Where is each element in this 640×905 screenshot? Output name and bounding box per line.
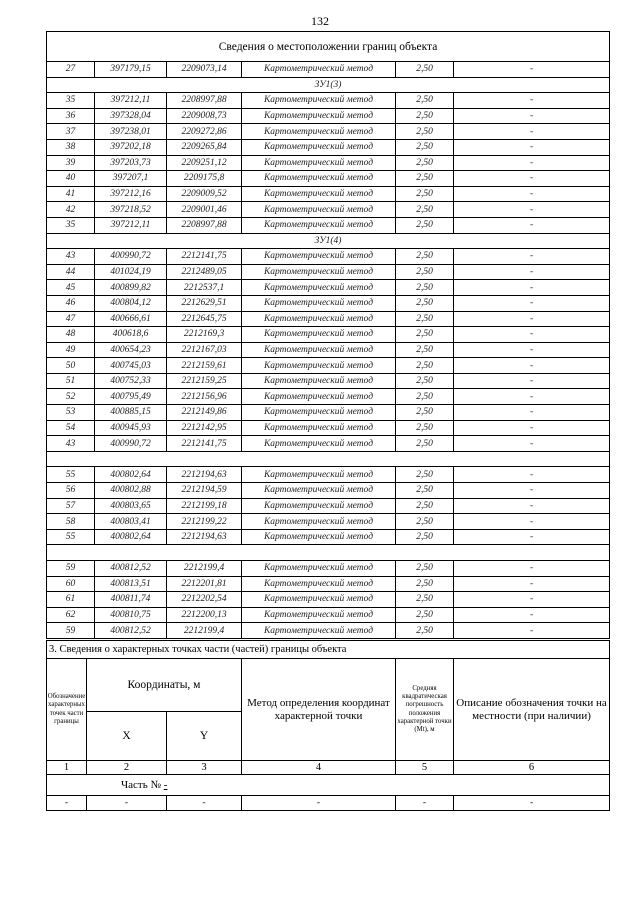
accuracy-cell: 2,50 [396,108,454,124]
method-cell: Картометрический метод [242,311,396,327]
method-cell: Картометрический метод [242,607,396,623]
method-cell: Картометрический метод [242,498,396,514]
empty-cell-3: - [167,796,242,811]
description-cell: - [454,342,610,358]
method-cell: Картометрический метод [242,93,396,109]
y-coord-cell: 2208997,88 [167,93,242,109]
table-row [47,186,610,202]
x-coord-cell: 397218,52 [95,202,167,218]
point-number-cell: 40 [47,171,95,187]
table-row [47,171,610,187]
point-number-cell: 51 [47,373,95,389]
table-row [47,264,610,280]
y-coord-cell: 2212159,61 [167,358,242,374]
x-coord-cell: 400990,72 [95,249,167,265]
table-row [47,467,610,483]
y-coord-cell: 2212645,75 [167,311,242,327]
method-cell: Картометрический метод [242,327,396,343]
col-desc-header [454,659,610,761]
accuracy-cell: 2,50 [396,217,454,233]
accuracy-cell: 2,50 [396,186,454,202]
description-cell: - [454,124,610,140]
table-row [47,561,610,577]
blank-cell [47,451,610,467]
description-cell: - [454,467,610,483]
group-label: ЗУ1(4) [47,233,610,249]
col-accuracy-header [396,659,454,761]
accuracy-cell: 2,50 [396,358,454,374]
point-number-cell: 43 [47,436,95,452]
y-coord-cell: 2209272,86 [167,124,242,140]
x-coord-cell: 397212,11 [95,217,167,233]
method-cell: Картометрический метод [242,108,396,124]
table-row [47,498,610,514]
point-number-cell: 35 [47,93,95,109]
blank-cell [47,545,610,561]
table-row [47,62,610,78]
method-cell: Картометрический метод [242,249,396,265]
description-cell: - [454,280,610,296]
y-coord-cell: 2212149,86 [167,405,242,421]
empty-cell-4: - [242,796,396,811]
accuracy-cell: 2,50 [396,311,454,327]
description-cell: - [454,529,610,545]
description-cell: - [454,249,610,265]
point-number-cell: 46 [47,295,95,311]
table-row [47,202,610,218]
col-desc-label: Описание обозначения точки на местности (при наличии) [456,696,607,722]
method-cell: Картометрический метод [242,202,396,218]
accuracy-cell: 2,50 [396,139,454,155]
method-cell: Картометрический метод [242,295,396,311]
description-cell: - [454,139,610,155]
table-row [47,217,610,233]
point-number-cell: 50 [47,358,95,374]
point-number-cell: 61 [47,592,95,608]
accuracy-cell: 2,50 [396,405,454,421]
method-cell: Картометрический метод [242,576,396,592]
col-num-2: 2 [87,761,167,775]
point-number-cell: 54 [47,420,95,436]
x-coord-cell: 397212,16 [95,186,167,202]
method-cell: Картометрический метод [242,217,396,233]
description-cell: - [454,62,610,78]
section-title: Сведения о местоположении границ объекта [47,32,610,62]
table-row [47,124,610,140]
point-number-cell: 60 [47,576,95,592]
description-cell: - [454,373,610,389]
x-coord-cell: 400654,23 [95,342,167,358]
y-coord-cell: 2212169,3 [167,327,242,343]
description-cell: - [454,420,610,436]
accuracy-cell: 2,50 [396,249,454,265]
point-number-cell: 62 [47,607,95,623]
accuracy-cell: 2,50 [396,373,454,389]
y-coord-cell: 2208997,88 [167,217,242,233]
table-row [47,514,610,530]
y-coord-cell: 2212629,51 [167,295,242,311]
description-cell: - [454,264,610,280]
description-cell: - [454,498,610,514]
table-row [47,342,610,358]
y-coord-cell: 2212200,13 [167,607,242,623]
x-coord-cell: 400813,51 [95,576,167,592]
table-row [47,436,610,452]
table-row [47,373,610,389]
description-cell: - [454,295,610,311]
x-coord-cell: 400803,41 [95,514,167,530]
description-cell: - [454,623,610,639]
description-cell: - [454,607,610,623]
x-coord-cell: 400899,82 [95,280,167,296]
parts-table [46,640,610,811]
point-number-cell: 43 [47,249,95,265]
accuracy-cell: 2,50 [396,436,454,452]
y-coord-cell: 2212194,63 [167,529,242,545]
blank-row [47,451,610,467]
point-number-cell: 49 [47,342,95,358]
group-label: ЗУ1(3) [47,77,610,93]
y-coord-cell: 2212167,03 [167,342,242,358]
accuracy-cell: 2,50 [396,592,454,608]
accuracy-cell: 2,50 [396,420,454,436]
x-coord-cell: 400745,03 [95,358,167,374]
y-coord-cell: 2212199,22 [167,514,242,530]
description-cell: - [454,93,610,109]
point-number-cell: 27 [47,62,95,78]
table-row [47,327,610,343]
accuracy-cell: 2,50 [396,342,454,358]
y-coord-cell: 2212156,96 [167,389,242,405]
table-row [47,249,610,265]
y-coord-cell: 2212194,63 [167,467,242,483]
accuracy-cell: 2,50 [396,155,454,171]
x-coord-cell: 397212,11 [95,93,167,109]
accuracy-cell: 2,50 [396,498,454,514]
accuracy-cell: 2,50 [396,623,454,639]
col-method-header [242,659,396,761]
col-method-label: Метод определения координат характерной точки [247,696,390,722]
empty-cell-5: - [396,796,454,811]
x-coord-cell: 400945,93 [95,420,167,436]
accuracy-cell: 2,50 [396,327,454,343]
table-row [47,389,610,405]
method-cell: Картометрический метод [242,124,396,140]
x-coord-cell: 400811,74 [95,592,167,608]
table-row [47,592,610,608]
point-number-cell: 59 [47,623,95,639]
description-cell: - [454,327,610,343]
y-coord-cell: 2209009,52 [167,186,242,202]
section3-title: 3. Сведения о характерных точках части (частей) границы объекта [47,641,610,659]
point-number-cell: 58 [47,514,95,530]
point-number-cell: 53 [47,405,95,421]
description-cell: - [454,186,610,202]
method-cell: Картометрический метод [242,280,396,296]
x-coord-cell: 397207,1 [95,171,167,187]
method-cell: Картометрический метод [242,171,396,187]
y-coord-cell: 2212201,81 [167,576,242,592]
part-row [47,775,610,796]
accuracy-cell: 2,50 [396,483,454,499]
x-coord-cell: 400802,64 [95,529,167,545]
blank-row [47,545,610,561]
x-coord-cell: 400802,64 [95,467,167,483]
method-cell: Картометрический метод [242,514,396,530]
y-coord-cell: 2212489,05 [167,264,242,280]
method-cell: Картометрический метод [242,592,396,608]
accuracy-cell: 2,50 [396,389,454,405]
x-coord-cell: 400804,12 [95,295,167,311]
y-coord-cell: 2212194,59 [167,483,242,499]
table-row [47,93,610,109]
x-coord-cell: 400803,65 [95,498,167,514]
x-coord-cell: 400802,88 [95,483,167,499]
col-coords-header: Координаты, м [87,659,242,712]
accuracy-cell: 2,50 [396,607,454,623]
description-cell: - [454,311,610,327]
accuracy-cell: 2,50 [396,295,454,311]
method-cell: Картометрический метод [242,436,396,452]
description-cell: - [454,389,610,405]
description-cell: - [454,202,610,218]
accuracy-cell: 2,50 [396,561,454,577]
x-coord-cell: 400752,33 [95,373,167,389]
x-coord-cell: 400990,72 [95,436,167,452]
accuracy-cell: 2,50 [396,467,454,483]
y-coord-cell: 2212142,95 [167,420,242,436]
y-coord-cell: 2209073,14 [167,62,242,78]
y-coord-cell: 2209265,84 [167,139,242,155]
description-cell: - [454,217,610,233]
point-number-cell: 47 [47,311,95,327]
accuracy-cell: 2,50 [396,264,454,280]
col-num-6: 6 [454,761,610,775]
method-cell: Картометрический метод [242,561,396,577]
y-coord-cell: 2212159,25 [167,373,242,389]
point-number-cell: 38 [47,139,95,155]
description-cell: - [454,108,610,124]
table-row [47,420,610,436]
y-coord-cell: 2212141,75 [167,436,242,452]
method-cell: Картометрический метод [242,373,396,389]
y-coord-cell: 2212199,18 [167,498,242,514]
point-number-cell: 45 [47,280,95,296]
description-cell: - [454,155,610,171]
y-coord-cell: 2209175,8 [167,171,242,187]
accuracy-cell: 2,50 [396,280,454,296]
point-number-cell: 35 [47,217,95,233]
point-number-cell: 39 [47,155,95,171]
point-number-cell: 48 [47,327,95,343]
col-x-header: X [87,712,167,761]
page-number: 132 [311,14,329,28]
y-coord-cell: 2209251,12 [167,155,242,171]
group-row [47,233,610,249]
accuracy-cell: 2,50 [396,576,454,592]
table-row [47,607,610,623]
x-coord-cell: 400795,49 [95,389,167,405]
col-point-header [47,659,87,761]
point-number-cell: 36 [47,108,95,124]
accuracy-cell: 2,50 [396,124,454,140]
boundary-table [46,31,610,639]
method-cell: Картометрический метод [242,358,396,374]
table-row [47,358,610,374]
y-coord-cell: 2212537,1 [167,280,242,296]
table-row [47,405,610,421]
table-row [47,108,610,124]
x-coord-cell: 397202,18 [95,139,167,155]
method-cell: Картометрический метод [242,623,396,639]
part-label: Часть № [121,779,161,791]
description-cell: - [454,358,610,374]
x-coord-cell: 397203,73 [95,155,167,171]
col-num-3: 3 [167,761,242,775]
point-number-cell: 57 [47,498,95,514]
x-coord-cell: 401024,19 [95,264,167,280]
table-row [47,155,610,171]
description-cell: - [454,483,610,499]
empty-cell-2: - [87,796,167,811]
point-number-cell: 41 [47,186,95,202]
point-number-cell: 52 [47,389,95,405]
table-row [47,483,610,499]
accuracy-cell: 2,50 [396,514,454,530]
method-cell: Картометрический метод [242,467,396,483]
col-num-1: 1 [47,761,87,775]
x-coord-cell: 400812,52 [95,623,167,639]
method-cell: Картометрический метод [242,342,396,358]
table-row [47,623,610,639]
y-coord-cell: 2212199,4 [167,623,242,639]
y-coord-cell: 2212202,54 [167,592,242,608]
x-coord-cell: 400812,52 [95,561,167,577]
x-coord-cell: 397179,15 [95,62,167,78]
point-number-cell: 37 [47,124,95,140]
x-coord-cell: 400666,61 [95,311,167,327]
empty-cell-1: - [47,796,87,811]
y-coord-cell: 2212141,75 [167,249,242,265]
description-cell: - [454,576,610,592]
method-cell: Картометрический метод [242,155,396,171]
description-cell: - [454,561,610,577]
col-point-label: Обозначение характерных точек части границы [47,693,86,725]
col-y-header: Y [167,712,242,761]
description-cell: - [454,592,610,608]
y-coord-cell: 2209001,46 [167,202,242,218]
x-coord-cell: 400618,6 [95,327,167,343]
accuracy-cell: 2,50 [396,171,454,187]
method-cell: Картометрический метод [242,62,396,78]
x-coord-cell: 400885,15 [95,405,167,421]
point-number-cell: 59 [47,561,95,577]
accuracy-cell: 2,50 [396,93,454,109]
part-value: - [163,779,168,791]
method-cell: Картометрический метод [242,529,396,545]
point-number-cell: 55 [47,467,95,483]
y-coord-cell: 2209008,73 [167,108,242,124]
x-coord-cell: 397328,04 [95,108,167,124]
x-coord-cell: 397238,01 [95,124,167,140]
description-cell: - [454,514,610,530]
point-number-cell: 44 [47,264,95,280]
group-row [47,77,610,93]
method-cell: Картометрический метод [242,139,396,155]
method-cell: Картометрический метод [242,186,396,202]
method-cell: Картометрический метод [242,405,396,421]
description-cell: - [454,171,610,187]
empty-cell-6: - [454,796,610,811]
col-num-5: 5 [396,761,454,775]
accuracy-cell: 2,50 [396,202,454,218]
description-cell: - [454,436,610,452]
table-row [47,139,610,155]
method-cell: Картометрический метод [242,389,396,405]
table-row [47,576,610,592]
y-coord-cell: 2212199,4 [167,561,242,577]
method-cell: Картометрический метод [242,420,396,436]
col-accuracy-label: Средняя квадратическая погрешность положения характерной точки (Mt), м [397,684,452,733]
method-cell: Картометрический метод [242,483,396,499]
table-row [47,295,610,311]
x-coord-cell: 400810,75 [95,607,167,623]
table-row [47,529,610,545]
point-number-cell: 55 [47,529,95,545]
table-row [47,311,610,327]
col-num-4: 4 [242,761,396,775]
description-cell: - [454,405,610,421]
accuracy-cell: 2,50 [396,529,454,545]
method-cell: Картометрический метод [242,264,396,280]
accuracy-cell: 2,50 [396,62,454,78]
point-number-cell: 42 [47,202,95,218]
table-row [47,280,610,296]
point-number-cell: 56 [47,483,95,499]
